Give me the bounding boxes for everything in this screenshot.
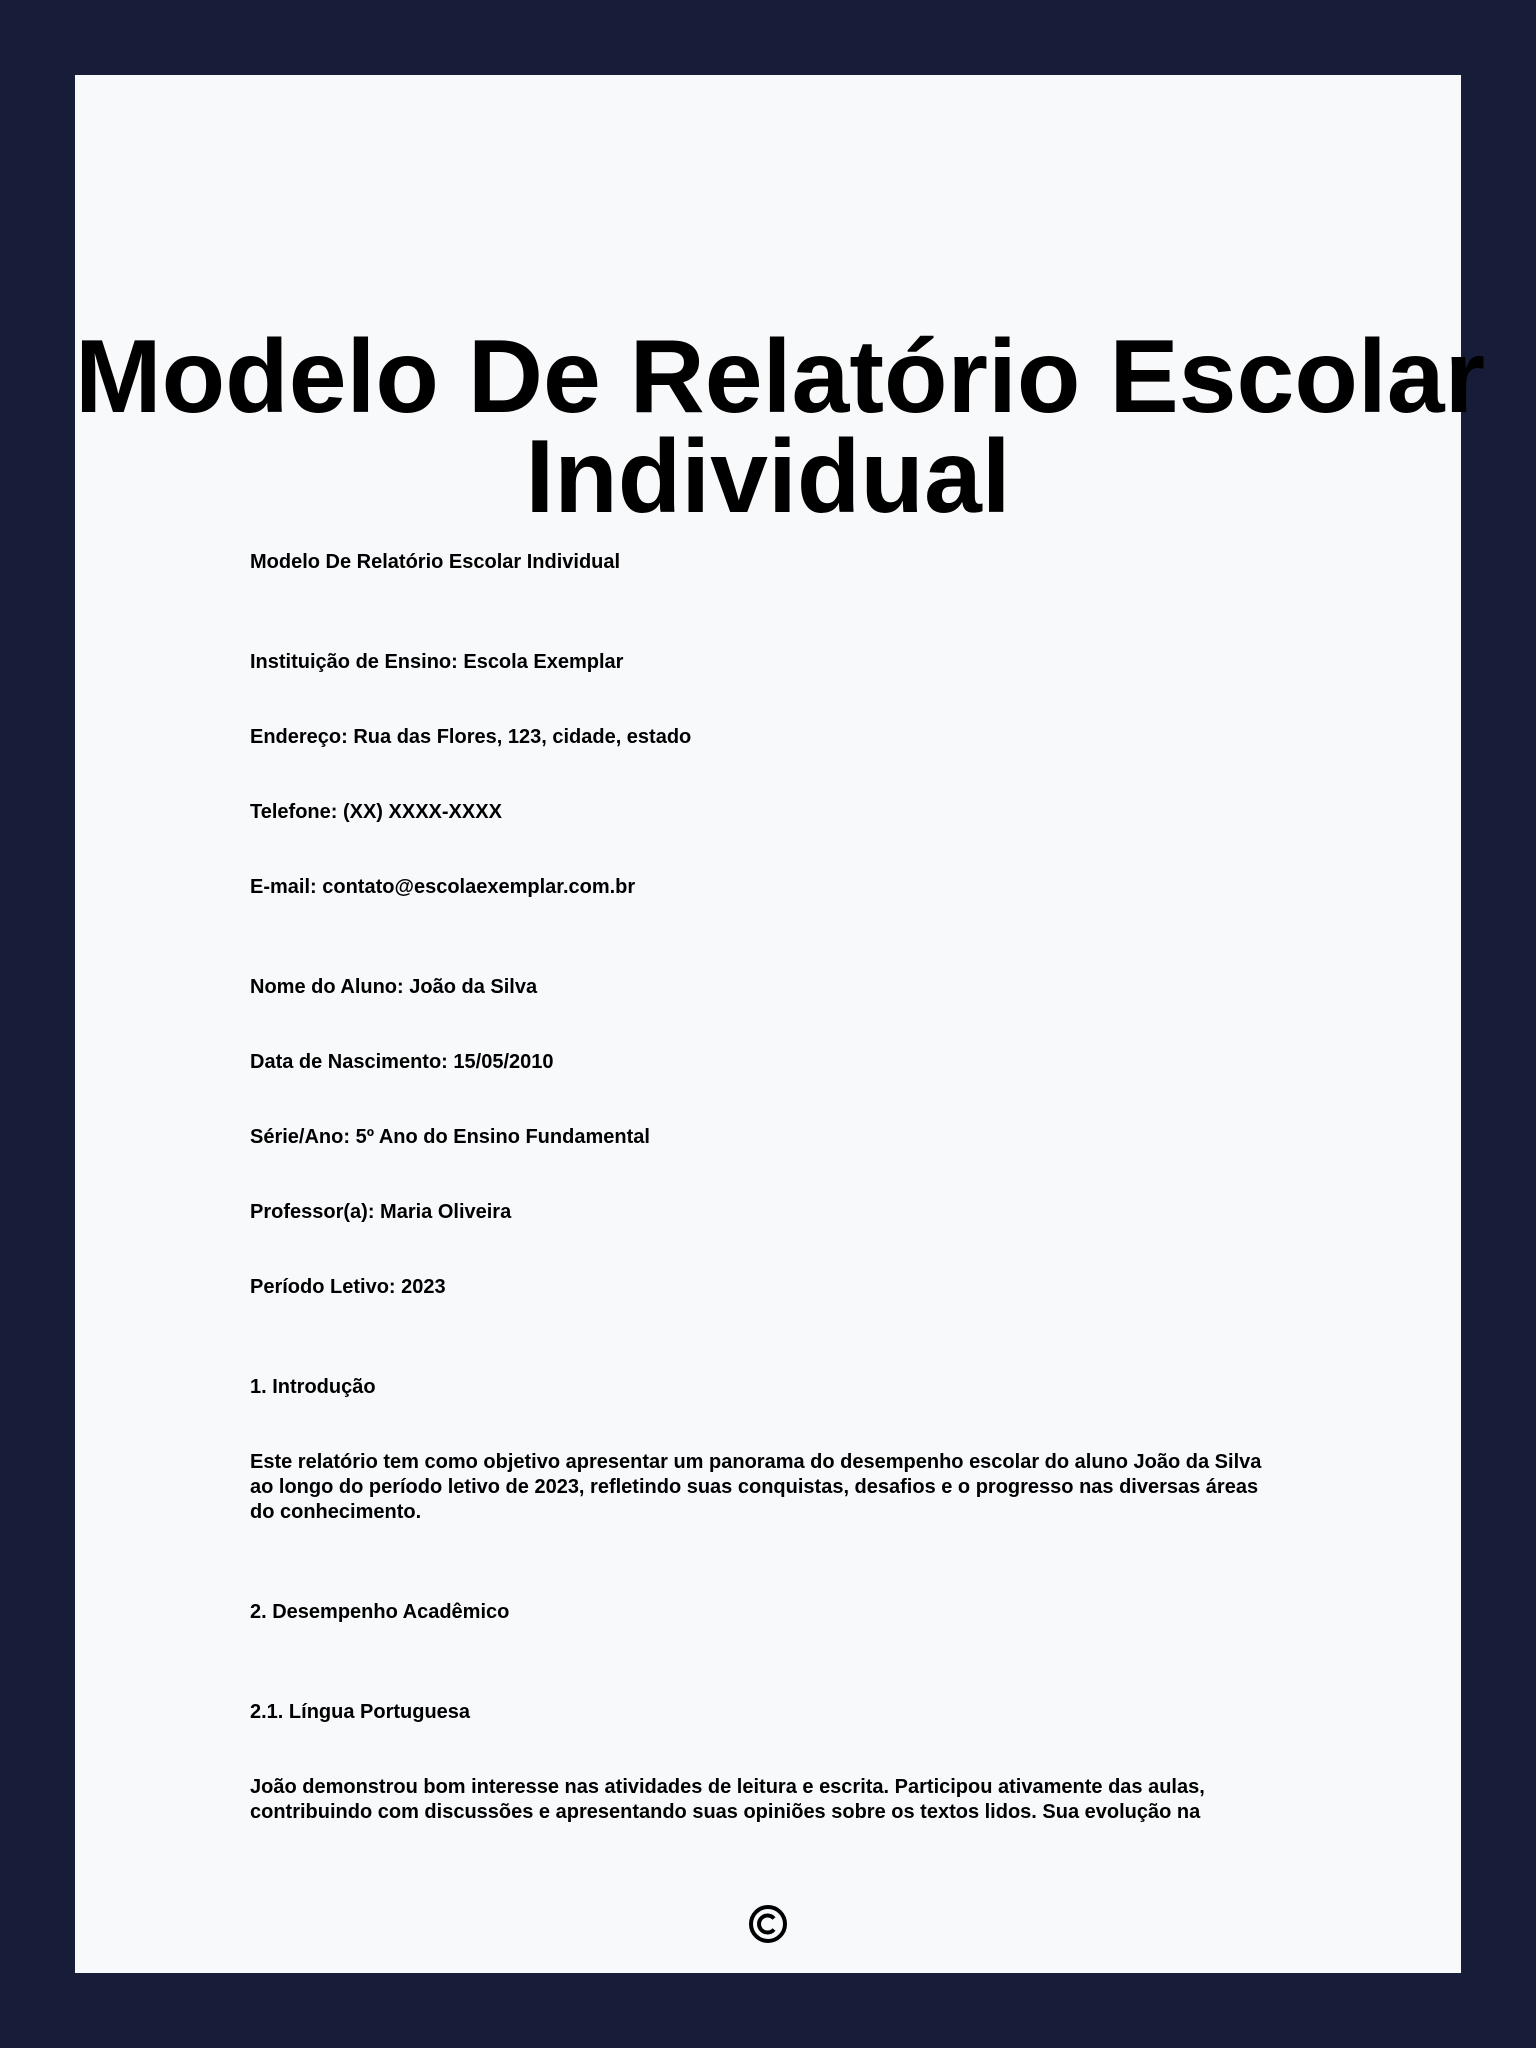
email-line: E-mail: contato@escolaexemplar.com.br <box>250 876 636 898</box>
title-line-2: Individual <box>525 419 1011 535</box>
teacher-line: Professor(a): Maria Oliveira <box>250 1201 512 1223</box>
document-page <box>75 75 1486 1973</box>
document-subtitle: Modelo De Relatório Escolar Individual <box>250 551 621 573</box>
section-heading-introduction: 1. Introdução <box>250 1376 376 1398</box>
birth-date-line: Data de Nascimento: 15/05/2010 <box>250 1051 554 1073</box>
institution-line: Instituição de Ensino: Escola Exemplar <box>250 651 624 673</box>
copyright-icon <box>748 1904 788 1944</box>
school-year-line: Período Letivo: 2023 <box>250 1276 446 1298</box>
address-line: Endereço: Rua das Flores, 123, cidade, estado <box>250 726 692 748</box>
document-title <box>75 319 1486 535</box>
section-heading-academic: 2. Desempenho Acadêmico <box>250 1601 510 1623</box>
grade-line: Série/Ano: 5º Ano do Ensino Fundamental <box>250 1126 650 1148</box>
introduction-paragraph: Este relatório tem como objetivo apresentar um panorama do desempenho escolar do aluno João da Silva ao longo do período letivo de 2023, refletindo suas conquistas, desafios e o progresso nas diversas áreas do conhecimento. <box>250 1451 1262 1523</box>
phone-line: Telefone: (XX) XXXX-XXXX <box>250 801 502 823</box>
student-name-line: Nome do Aluno: João da Silva <box>250 976 538 998</box>
section-heading-portuguese: 2.1. Língua Portuguesa <box>250 1701 471 1723</box>
title-line-1: Modelo De Relatório Escolar <box>75 319 1486 435</box>
portuguese-paragraph: João demonstrou bom interesse nas atividades de leitura e escrita. Participou ativamente das aulas, contribuindo com discussões e apresentando suas opiniões sobre os textos lidos. Sua evolução na <box>250 1776 1205 1823</box>
